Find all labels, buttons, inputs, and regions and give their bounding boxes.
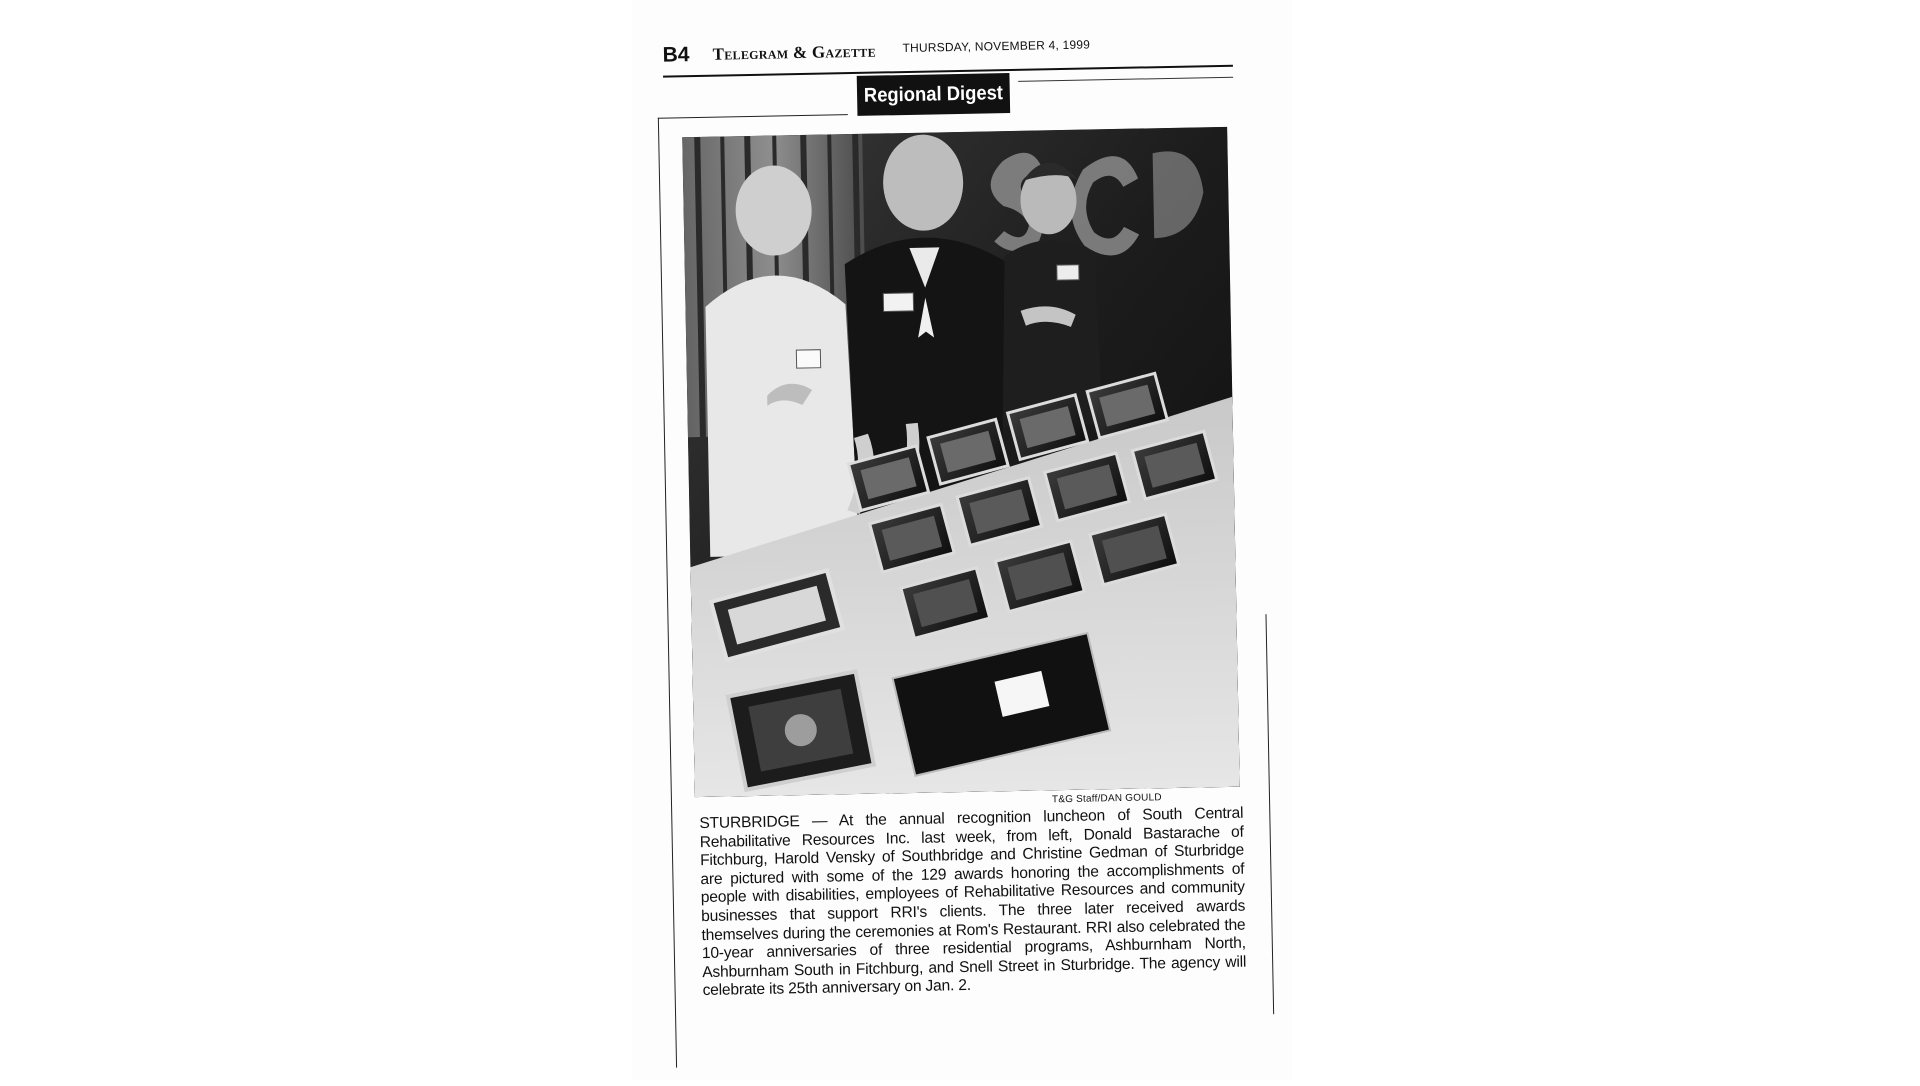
- column-rule-top: [658, 114, 848, 119]
- page-number: B4: [662, 43, 690, 67]
- masthead: [662, 27, 1233, 78]
- news-photo-illustration: [682, 127, 1240, 797]
- column-rule-left: [658, 118, 677, 1068]
- photo-credit: T&G Staff/DAN GOULD: [1051, 792, 1162, 806]
- section-label: Regional Digest: [857, 73, 1010, 116]
- photo-caption: STURBRIDGE — At the annual recognition luncheon of South Central Rehabilitative Resources Inc. last week, from left, Donald Bastarache of Fitchburg, Harold Vensky of Southbridge and Christine Gedman of Sturbridge are pictured with some of the 129 awards honoring the accomplishments of people with disabilities, employees of Rehabilitative Resources and community businesses that support RRI's clients. The three later received awards themselves during the ceremonies at Rom's Restaurant. RRI also celebrated the 10-year anniversaries of three residential programs, Ashburnham North, Ashburnham South in Fitchburg, and Snell Street in Sturbridge. The agency will celebrate its 25th anniversary on Jan. 2.: [699, 804, 1247, 1000]
- section-rule: [1018, 77, 1233, 82]
- newspaper-clipping: [632, 0, 1292, 1080]
- news-photo: [682, 127, 1240, 797]
- publication-date: THURSDAY, NOVEMBER 4, 1999: [902, 37, 1091, 56]
- clipping-content: [622, 0, 1303, 1086]
- column-rule-right: [1265, 614, 1274, 1014]
- newspaper-name: Telegram & Gazette: [712, 41, 877, 64]
